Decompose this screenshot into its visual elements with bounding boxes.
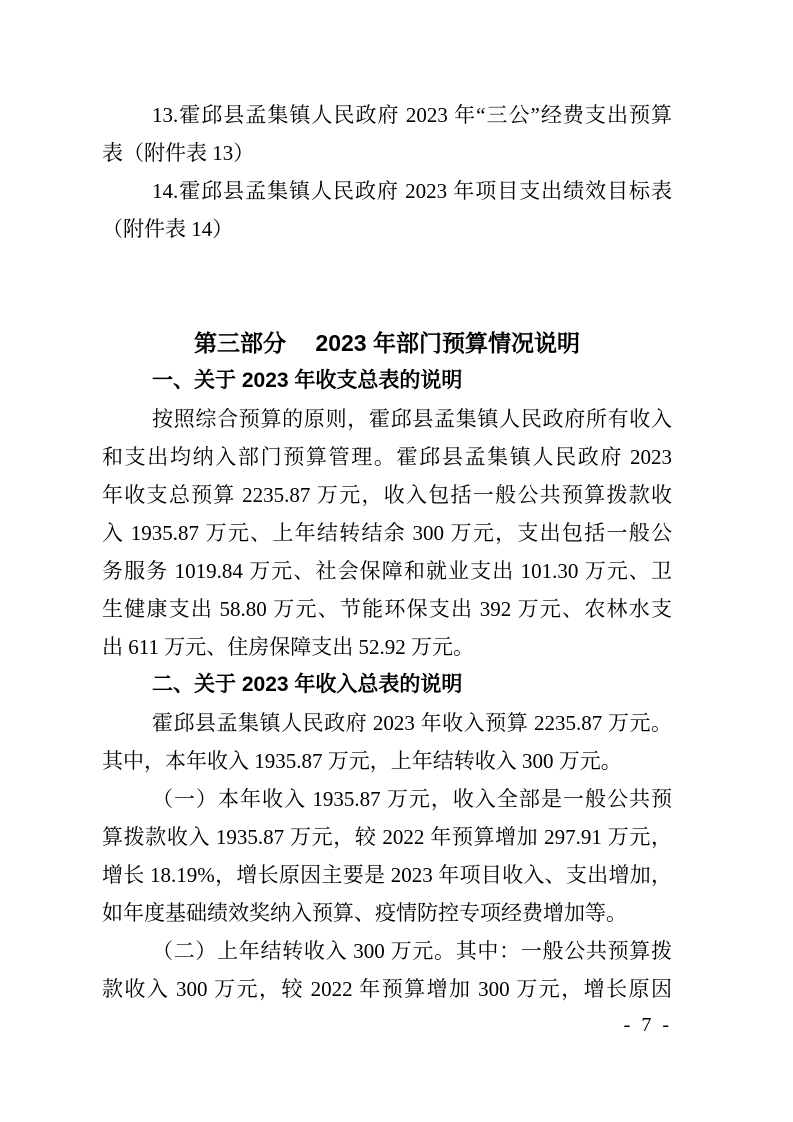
text-line: 表（附件表 13）	[102, 141, 255, 165]
paragraph-carryover-income	[102, 932, 672, 1008]
text-line: 13.霍邱县孟集镇人民政府 2023 年“三公”经费支出预算	[152, 103, 672, 127]
text-line: （一）本年收入 1935.87 万元，收入全部是一般公共预	[152, 787, 672, 811]
text-line: 14.霍邱县孟集镇人民政府 2023 年项目支出绩效目标表	[152, 179, 672, 203]
text-line: 二、关于 2023 年收入总表的说明	[152, 673, 463, 696]
paragraph-budget-overview	[102, 400, 672, 666]
text-line: （二）上年结转收入 300 万元。其中：一般公共预算拨	[152, 939, 672, 963]
text-line: 年收支总预算 2235.87 万元，收入包括一般公共预算拨款收	[102, 483, 672, 507]
document-content	[102, 96, 672, 1008]
text-line: 增长 18.19%，增长原因主要是 2023 年项目收入、支出增加，	[102, 863, 672, 887]
attachment-item-13	[102, 96, 672, 172]
text-line: （附件表 14）	[102, 217, 234, 241]
text-line: 出 611 万元、住房保障支出 52.92 万元。	[102, 635, 474, 659]
page-number: - 7 -	[623, 1014, 672, 1036]
text-line: 其中，本年收入 1935.87 万元，上年结转收入 300 万元。	[102, 749, 622, 773]
text-line: 和支出均纳入部门预算管理。霍邱县孟集镇人民政府 2023	[102, 445, 672, 469]
attachment-item-14	[102, 172, 672, 248]
paragraph-current-year-income	[102, 780, 672, 932]
section-heading	[102, 324, 672, 362]
text-line: 入 1935.87 万元、上年结转结余 300 万元，支出包括一般公	[102, 521, 672, 545]
text-line: 如年度基础绩效奖纳入预算、疫情防控专项经费增加等。	[102, 901, 627, 925]
text-line: 生健康支出 58.80 万元、节能环保支出 392 万元、农林水支	[102, 597, 672, 621]
text-line: 一、关于 2023 年收支总表的说明	[152, 369, 463, 392]
text-line: 按照综合预算的原则，霍邱县孟集镇人民政府所有收入	[152, 407, 672, 431]
subheading-1	[102, 362, 672, 400]
text-line: 霍邱县孟集镇人民政府 2023 年收入预算 2235.87 万元。	[152, 711, 672, 735]
blank-gap	[102, 248, 672, 324]
paragraph-income-total	[102, 704, 672, 780]
subheading-2	[102, 666, 672, 704]
text-line: 款收入 300 万元，较 2022 年预算增加 300 万元，增长原因	[102, 977, 672, 1001]
text-line: 第三部分 2023 年部门预算情况说明	[194, 330, 580, 356]
text-line: 务服务 1019.84 万元、社会保障和就业支出 101.30 万元、卫	[102, 559, 672, 583]
text-line: 算拨款收入 1935.87 万元，较 2022 年预算增加 297.91 万元，	[102, 825, 672, 849]
